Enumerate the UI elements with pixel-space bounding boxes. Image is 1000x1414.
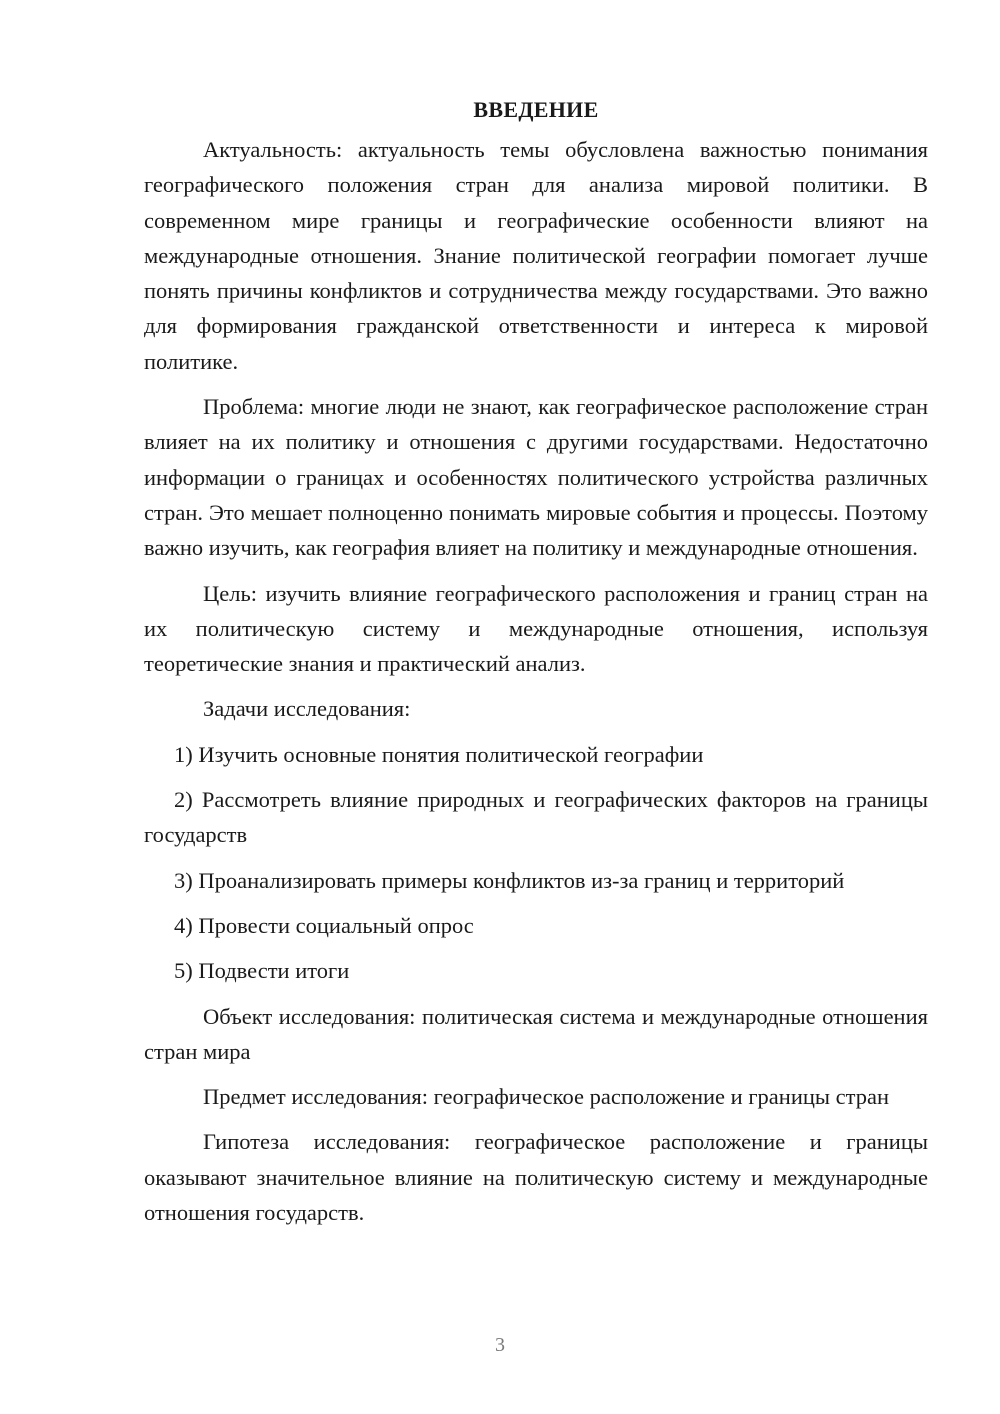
task-item-3: 3) Проанализировать примеры конфликтов из-за границ и территорий — [174, 867, 845, 893]
page-number: 3 — [495, 1334, 505, 1356]
paragraph-relevance: Актуальность: актуальность темы обусловлена важностью понимания географического положения стран для анализа мировой политики. В современном мире границы и географические особенности влияют на международные отношения. Знание политической географии помогает лучше понять причины конфликтов и сотрудничества между государствами. Это важно для формирования гражданской ответственности и интереса к мировой политике. — [144, 137, 928, 374]
task-item-1: 1) Изучить основные понятия политической географии — [174, 741, 704, 767]
paragraph-goal: Цель: изучить влияние географического расположения и границ стран на их политическую систему и международные отношения, используя теоретические знания и практический анализ. — [144, 580, 928, 677]
section-title: ВВЕДЕНИЕ — [473, 97, 599, 122]
paragraph-tasks-heading: Задачи исследования: — [203, 696, 411, 722]
paragraph-problem: Проблема: многие люди не знают, как географическое расположение стран влияет на их политику и отношения с другими государствами. Недостаточно информации о границах и особенностях политического устройства различных стран. Это мешает полноценно понимать мировые события и процессы. Поэтому важно изучить, как география влияет на политику и международные отношения. — [144, 394, 928, 561]
document-page — [144, 88, 928, 1240]
task-item-2: 2) Рассмотреть влияние природных и географических факторов на границы государств — [144, 787, 928, 848]
paragraph-subject: Предмет исследования: географическое расположение и границы стран — [203, 1084, 890, 1110]
paragraph-hypothesis: Гипотеза исследования: географическое расположение и границы оказывают значительное влияние на политическую систему и международные отношения государств. — [144, 1129, 928, 1226]
paragraph-object: Объект исследования: политическая система и международные отношения стран мира — [144, 1003, 928, 1064]
task-item-5: 5) Подвести итоги — [174, 958, 350, 984]
task-item-4: 4) Провести социальный опрос — [174, 912, 474, 938]
